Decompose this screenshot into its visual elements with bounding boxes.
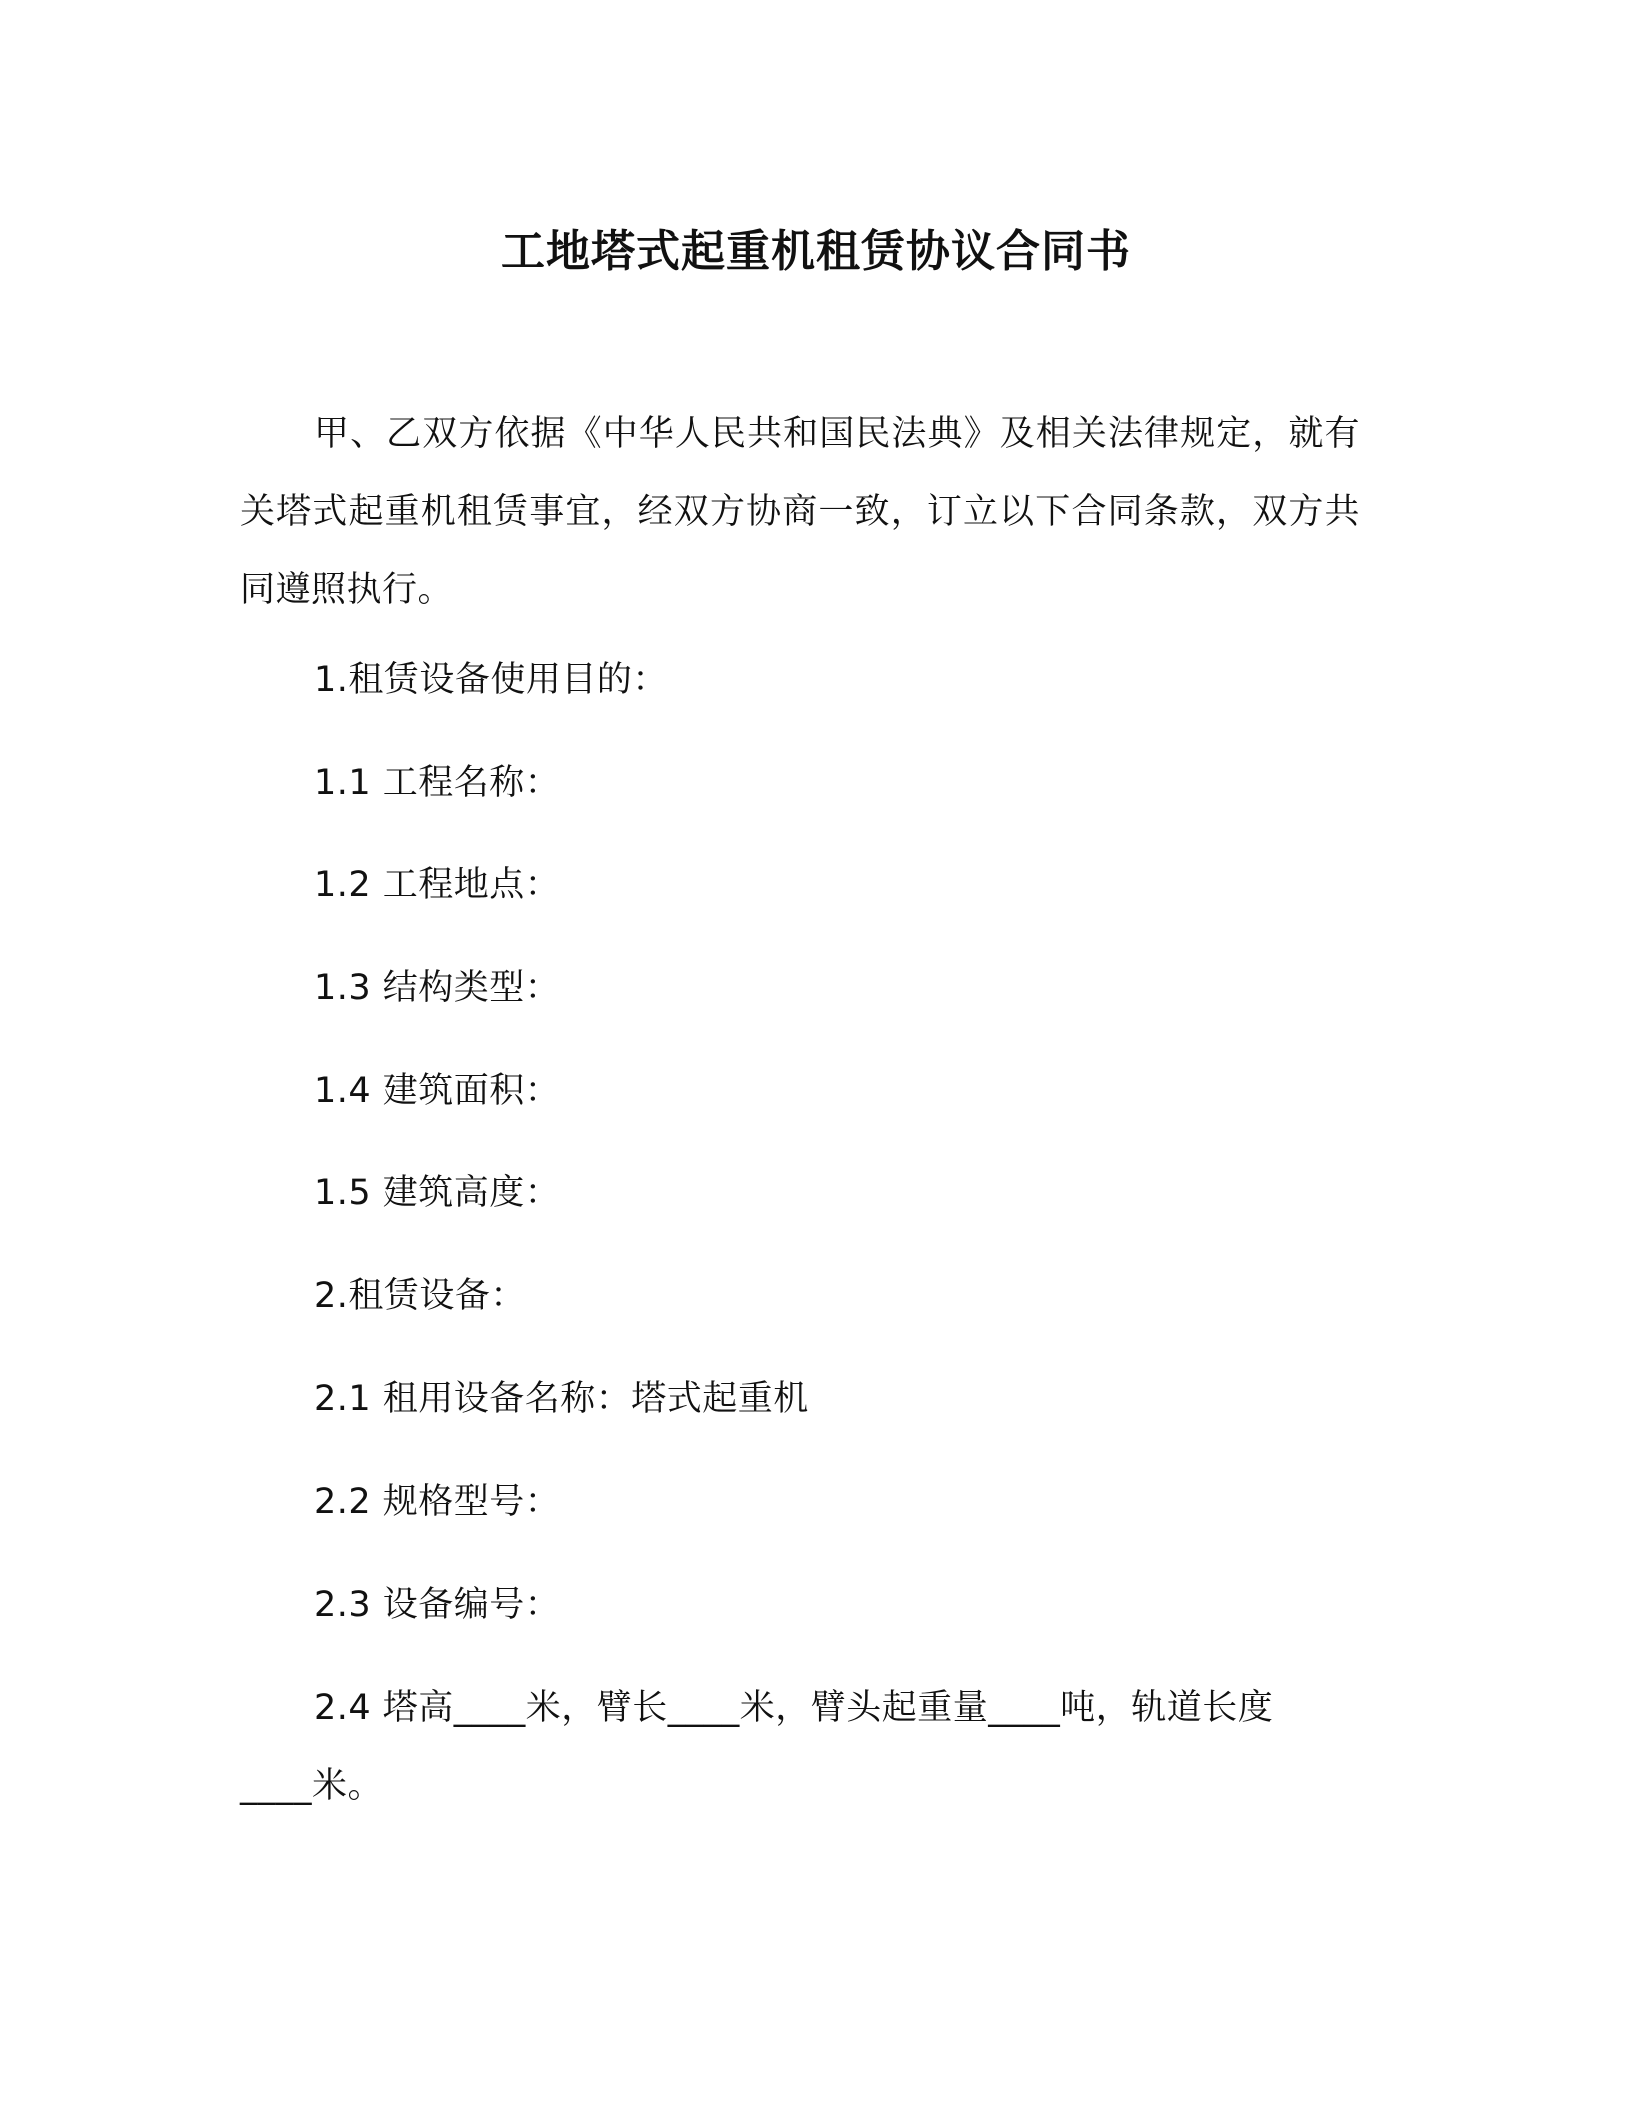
- item-1-5-building-height: 1.5 建筑高度：: [314, 1173, 561, 1213]
- item-2-2-model: 2.2 规格型号：: [314, 1482, 561, 1522]
- item-1-1-project-name: 1.1 工程名称：: [314, 763, 561, 803]
- item-2-3-equipment-number: 2.3 设备编号：: [314, 1585, 561, 1625]
- intro-paragraph: 甲、乙双方依据《中华人民共和国民法典》及相关法律规定，就有关塔式起重机租赁事宜，经双方协商一致，订立以下合同条款，双方共同遵照执行。: [240, 414, 1360, 610]
- document-title: 工地塔式起重机租赁协议合同书: [501, 226, 1131, 277]
- item-1-3-structure-type: 1.3 结构类型：: [314, 968, 561, 1008]
- item-2-4-specifications: 2.4 塔高____米，臂长____米，臂头起重量____吨，轨道长度____米。: [240, 1688, 1274, 1806]
- item-2-1-equipment-name: 2.1 租用设备名称：塔式起重机: [314, 1379, 809, 1419]
- section-2-heading: 2.租赁设备：: [314, 1276, 526, 1316]
- item-1-2-project-location: 1.2 工程地点：: [314, 865, 561, 905]
- section-1-heading: 1.租赁设备使用目的：: [314, 660, 668, 700]
- item-1-4-building-area: 1.4 建筑面积：: [314, 1071, 561, 1111]
